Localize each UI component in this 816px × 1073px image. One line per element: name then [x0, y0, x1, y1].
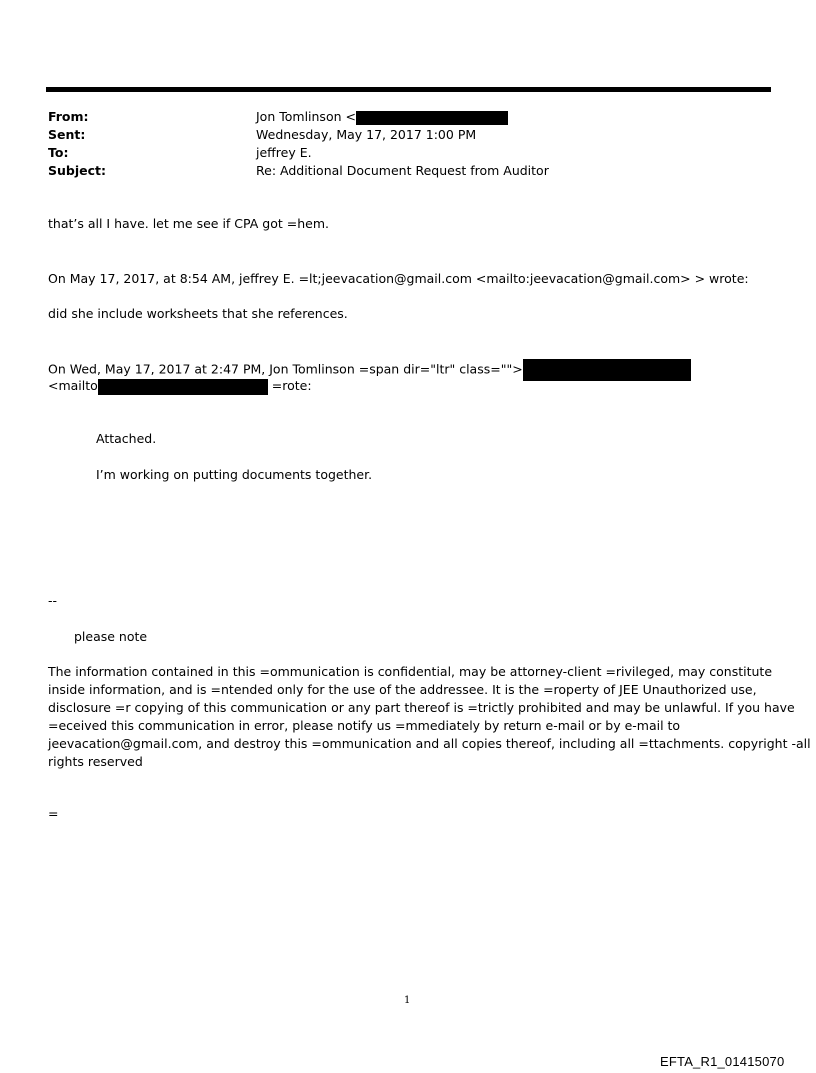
disclaimer-line: inside information, and is =ntended only for the use of the addressee. It is the =roperty of JEE Unauthorized use,: [48, 682, 757, 697]
disclaimer-line: rights reserved: [48, 754, 143, 769]
working-text: I’m working on putting documents together.: [96, 467, 373, 482]
disclaimer-line: jeevacation@gmail.com, and destroy this =ommunication and all copies thereof, including all =ttachments. copyright -all: [48, 736, 811, 751]
disclaimer: [48, 663, 811, 771]
redaction-box: [98, 379, 268, 395]
from-name: Jon Tomlinson <: [256, 109, 356, 124]
disclaimer-line: disclosure =r copying of this communication or any part thereof is =trictly prohibited and may be unlawful. If you have: [48, 700, 795, 715]
subject-value: Re: Additional Document Request from Auditor: [256, 163, 549, 178]
disclaimer-line: The information contained in this =ommunication is confidential, may be attorney-client =rivileged, may constitute: [48, 664, 773, 679]
from-label: From:: [48, 109, 89, 124]
mailto-prefix: <mailto: [48, 378, 98, 393]
quote1-intro: On May 17, 2017, at 8:54 AM, jeffrey E. =lt;jeevacation@gmail.com <mailto:jeevacation@gmail.com> > wrote:: [48, 271, 749, 286]
to-label: To:: [48, 145, 69, 160]
disclaimer-line: =eceived this communication in error, please notify us =mmediately by return e-mail or by e-mail to: [48, 718, 681, 733]
quote2-intro-text: On Wed, May 17, 2017 at 2:47 PM, Jon Tomlinson =span dir="ltr" class="">: [48, 361, 523, 377]
redaction-box: [356, 111, 508, 125]
document-id: EFTA_R1_01415070: [660, 1054, 785, 1069]
from-value: [256, 108, 508, 126]
signature-dash: --: [48, 593, 58, 608]
quote2-intro-line2: [48, 377, 312, 395]
attached-text: Attached.: [96, 431, 157, 446]
subject-label: Subject:: [48, 163, 106, 178]
sent-label: Sent:: [48, 127, 86, 142]
please-note: please note: [74, 629, 148, 644]
redaction-box: [523, 359, 691, 381]
quote1-text: did she include worksheets that she references.: [48, 306, 348, 321]
trailing-equals: =: [48, 806, 59, 821]
reply-line: that’s all I have. let me see if CPA got =hem.: [48, 216, 329, 231]
page-number: 1: [404, 995, 411, 1006]
header-rule: [46, 87, 771, 92]
sent-value: Wednesday, May 17, 2017 1:00 PM: [256, 127, 477, 142]
to-value: jeffrey E.: [256, 145, 312, 160]
rote-suffix: =rote:: [267, 378, 312, 393]
